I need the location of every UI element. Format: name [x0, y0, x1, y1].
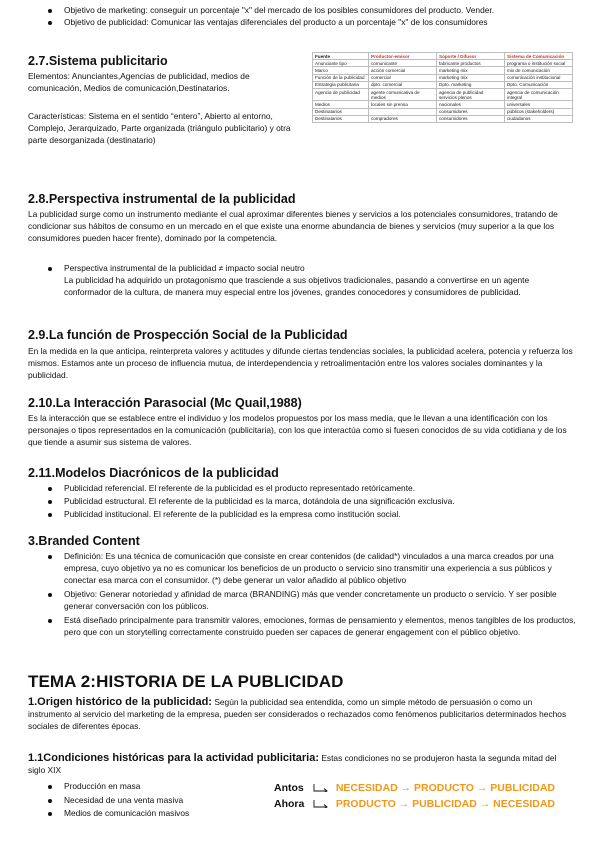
list-item: Producción en masa	[64, 780, 264, 794]
s211-bullet-list	[64, 482, 576, 520]
table-cell: públicos (stakeholders)	[505, 108, 573, 115]
table-cell: universales	[505, 101, 573, 108]
antes-sequence: NECESIDAD → PRODUCTO → PUBLICIDAD	[335, 782, 555, 794]
table-header-cell: Sistema de Comunicación	[505, 53, 573, 60]
list-item: Objetivo de marketing: conseguir un porcentaje "x" del mercado de los posibles consumidores del producto. Vender.	[64, 4, 594, 16]
condiciones-title: 1.1Condiciones históricas para la actividad publicitaria:	[28, 752, 319, 764]
table-cell: comunicante	[369, 60, 437, 67]
list-item: Medios de comunicación masivos	[64, 807, 264, 821]
paragraph: En la medida en la que anticipa, reinterpreta valores y actitudes y difunde ciertas tendencias sociales, la publicidad acelera, potencia y refuerza los mismos. Estamos ante un proceso de influencia mutua, de interdependencia y retroalimentación entre los valores sociales dominantes y la publicidad.	[28, 346, 573, 380]
ahora-sequence: PRODUCTO → PUBLICIDAD → NECESIDAD	[335, 798, 555, 810]
section-title-2-9: 2.9.La función de Prospección Social de la Publicidad	[28, 328, 348, 342]
list-item: Está diseñado principalmente para transmitir valores, emociones, formas de pensamiento y elementos, menos tangibles de los productos, pero que con un storytelling correctamente construido pueden ser capaces de generar engagement con el público objetivo.	[64, 614, 580, 638]
list-item: Publicidad institucional. El referente de la publicidad es la empresa como institución social.	[64, 508, 576, 520]
table-cell: ciudadanos	[505, 115, 573, 122]
table-cell: marketing mix	[437, 67, 505, 74]
table-row	[313, 108, 573, 115]
s3-bullet-list	[64, 550, 580, 638]
bracket-arrow-icon	[313, 783, 329, 792]
ahora-label: Ahora	[274, 798, 305, 810]
table-cell: Destinatarios	[313, 115, 369, 122]
table-cell: agencia de comunicación integral	[505, 89, 573, 101]
table-cell: Función de la publicidad	[313, 74, 369, 81]
tema-title: TEMA 2:HISTORIA DE LA PUBLICIDAD	[28, 672, 344, 691]
origen-title: 1.Origen histórico de la publicidad:	[28, 696, 212, 708]
paragraph: La publicidad surge como un instrumento mediante el cual aproximar diferentes bienes y servicios a los potenciales consumidores, tratando de condicionar sus hábitos de consumo en un mercado en el que existe una enorme abundancia de bienes y servicios (muy superior a la que los consumidores pueden hacer frente), dominado por la competencia.	[28, 209, 558, 243]
section-title-2-7: 2.7.Sistema publicitario	[28, 54, 168, 68]
table-cell: agencia de publicidad servicios plenos	[437, 89, 505, 101]
list-item: Definición: Es una técnica de comunicación que consiste en crear contenidos (de calidad*) vinculados a una marca creados por una empresa, cuyo objetivo ya no es comunicar los beneficios de un producto o servicio sino transmitir una experiencia a sus públicos y conectar esa marca con el consumidor. (*) debe generar un valor añadido al público objetivo	[64, 550, 580, 586]
table-cell: dpto. comercial	[369, 81, 437, 88]
section-title-2-11: 2.11.Modelos Diacrónicos de la publicidad	[28, 466, 279, 480]
antes-row	[274, 781, 584, 795]
origen-text: Según la publicidad sea entendida, como un simple método de persuasión o como un instrumento al servicio del marketing de la empresa, pueden ser considerados o rechazados como fenómenos publicitarios determinados hechos sociales de diferentes épocas.	[28, 697, 567, 731]
table-cell: agente comunicativa de medios	[369, 89, 437, 101]
table-cell: acción comercial	[369, 67, 437, 74]
top-bullet-list	[64, 4, 594, 28]
table-row	[313, 101, 573, 108]
condiciones-paragraph	[28, 752, 568, 776]
elementos-text: Elementos: Anunciantes,Agencias de publicidad, medios de comunicación, Medios de comunicación,Destinatarios.	[28, 71, 250, 93]
table-cell: comunicación institucional	[505, 74, 573, 81]
table-cell: Dpto. Comunicación	[505, 81, 573, 88]
table-cell: marketing mix	[437, 74, 505, 81]
table-cell: mix de comunicación	[505, 67, 573, 74]
table-cell: consumidores	[437, 115, 505, 122]
table-row	[313, 89, 573, 101]
antes-ahora-diagram	[274, 781, 584, 811]
bullet-text: La publicidad ha adquirido un protagonismo que trasciende a sus objetivos tradicionales, pasando a convertirse en un agente conformador de la cultura, de manera muy especial entre los jóvenes, grandes conocedores y consumidores de publicidad.	[64, 275, 530, 297]
table-row	[313, 67, 573, 74]
table-header-cell: Productor-emisor	[369, 53, 437, 60]
sistema-publicitario-table	[312, 52, 572, 123]
ahora-row	[274, 797, 584, 811]
table-cell: programa o institución social	[505, 60, 573, 67]
table-cell: Medios	[313, 101, 369, 108]
bracket-arrow-icon	[313, 799, 329, 808]
s28-bullet-list	[64, 262, 576, 298]
table-row	[313, 74, 573, 81]
table-row	[313, 60, 573, 67]
table-cell: locales sin prensa	[369, 101, 437, 108]
antes-label: Antos	[274, 782, 304, 794]
table-cell: comercial	[369, 74, 437, 81]
table-cell: nacionales	[437, 101, 505, 108]
list-item: Publicidad estructural. El referente de la publicidad es la marca, dotándola de una significación exclusiva.	[64, 495, 576, 507]
table-header-cell: Soporte / Difusor	[437, 53, 505, 60]
paragraph: Es la interacción que se establece entre el individuo y los modelos propuestos por los mass media, que le llevan a una identificación con los personajes o tipos representados en la comunicación (publicitaria), con los que interactúa como si fuesen conocidos de su vida cotidiana y de los que tiende a asumir sus sistema de valores.	[28, 413, 567, 447]
table-cell: Destinatarios	[313, 108, 369, 115]
list-item	[64, 262, 576, 298]
caracteristicas-text: Características: Sistema en el sentido “entero”, Abierto al entorno, Complejo, Jerarquizado, Parte organizada (triángulo publicitario) y otra parte desorganizada (destinatario)	[28, 111, 291, 145]
condiciones-text: Estas condiciones no se produjeron hasta la segunda mitad del siglo XIX	[28, 753, 557, 775]
table-row	[313, 81, 573, 88]
list-item: Objetivo: Generar notoriedad y afinidad de marca (BRANDING) más que vender concretamente un producto o servicio. Y ser posible generar conversación con los públicos.	[64, 588, 580, 612]
table-header-cell: Fuente	[313, 53, 369, 60]
origen-paragraph	[28, 696, 576, 732]
table-cell: fabricante productos	[437, 60, 505, 67]
table-header-row	[313, 53, 573, 60]
table-cell: Estrategia publicitaria	[313, 81, 369, 88]
bullet-title: Perspectiva instrumental de la publicidad ≠ impacto social neutro	[64, 263, 305, 273]
list-item: Objetivo de publicidad: Comunicar las ventajas diferenciales del producto a un porcentaje "x" de los consumidores	[64, 16, 594, 28]
table-cell: Dpto. marketing	[437, 81, 505, 88]
list-item: Publicidad referencial. El referente de la publicidad es el producto representado retóricamente.	[64, 482, 576, 494]
section-title-2-10: 2.10.La Interacción Parasocial (Mc Quail,1988)	[28, 396, 302, 410]
table-cell: Anunciante tipo	[313, 60, 369, 67]
list-item: Necesidad de una venta masiva	[64, 794, 264, 808]
section-title-2-8: 2.8.Perspectiva instrumental de la publicidad	[28, 192, 296, 206]
condiciones-bullet-list	[64, 780, 264, 821]
table-cell: Agencia de publicidad	[313, 89, 369, 101]
table-cell: Marco	[313, 67, 369, 74]
section-title-3: 3.Branded Content	[28, 534, 140, 548]
table-row	[313, 115, 573, 122]
table-cell	[369, 108, 437, 115]
table-cell: consumidores	[437, 108, 505, 115]
table-cell: compradores	[369, 115, 437, 122]
